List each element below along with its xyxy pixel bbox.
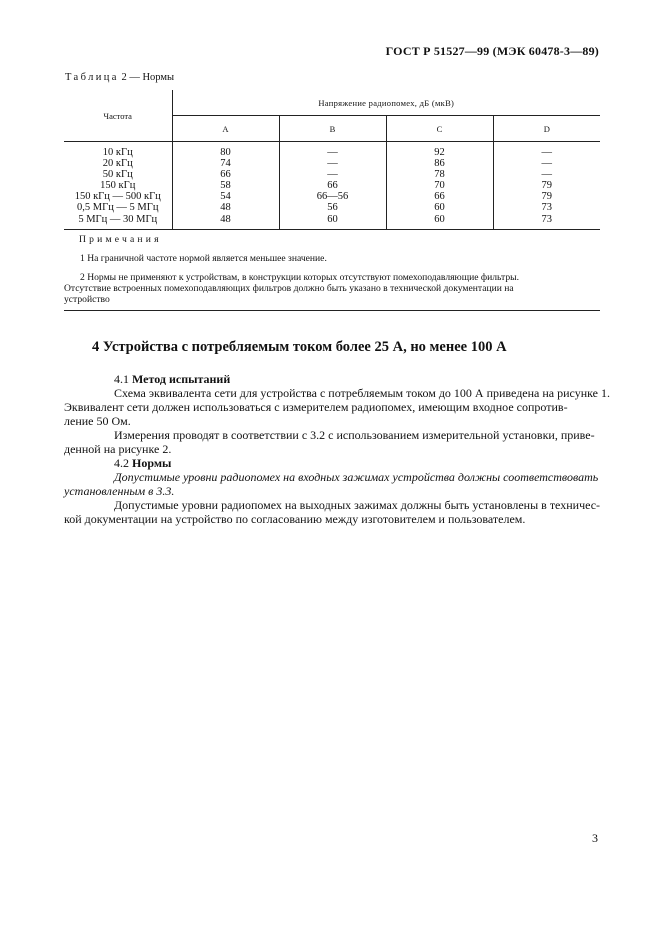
notes-title: Примечания xyxy=(79,233,162,245)
table-caption-label: Таблица xyxy=(65,72,119,83)
paragraph-line: денной на рисунке 2. xyxy=(64,442,172,456)
value-a: 48 xyxy=(220,202,231,214)
noise-voltage-header: Напряжение радиопомех, дБ (мкВ) xyxy=(172,90,600,116)
subheader-a: A xyxy=(172,116,279,142)
value-c: 86 xyxy=(434,158,445,170)
note-2-line: Отсутствие встроенных помехоподавляющих фильтров должно быть указано в технической документации на xyxy=(64,282,514,294)
subsection-4-1-number: 4.1 xyxy=(114,372,129,386)
value-a: 54 xyxy=(220,191,231,203)
frequency-value: 150 кГц xyxy=(100,180,136,192)
subsection-4-1-title: Метод испытаний xyxy=(132,372,231,386)
value-c: 78 xyxy=(434,169,445,181)
value-a: 58 xyxy=(220,180,231,192)
column-c-values xyxy=(386,142,493,230)
value-b: — xyxy=(327,158,338,170)
frequency-values xyxy=(64,142,172,230)
subsection-4-2-heading xyxy=(90,456,600,470)
table-header-row xyxy=(64,90,600,116)
value-c: 70 xyxy=(434,180,445,192)
value-b: 66—56 xyxy=(316,191,349,203)
value-d: — xyxy=(541,158,553,170)
paragraph-line: Допустимые уровни радиопомех на выходных зажимах должны быть установлены в техничес- xyxy=(114,498,601,512)
value-b: 66 xyxy=(327,180,338,192)
paragraph-line: кой документации на устройство по согласованию между изготовителем и пользователем. xyxy=(64,512,526,526)
frequency-value: 0,5 МГц — 5 МГц xyxy=(77,202,159,214)
frequency-value: 5 МГц — 30 МГц xyxy=(78,213,158,225)
page-number: 3 xyxy=(592,831,598,845)
table-notes-row xyxy=(64,229,600,310)
column-a-values xyxy=(172,142,279,230)
paragraph-line: Измерения проводят в соответствии с 3.2 с использованием измерительной установки, приве- xyxy=(114,428,595,442)
frequency-value: 10 кГц xyxy=(102,147,133,158)
note-1: 1 На граничной частоте нормой является меньшее значение. xyxy=(80,252,327,264)
value-b: — xyxy=(327,169,338,181)
value-d: 79 xyxy=(541,191,553,203)
norms-table xyxy=(64,90,600,311)
note-2-line: устройство xyxy=(64,293,110,305)
subheader-b: B xyxy=(279,116,386,142)
value-a: 74 xyxy=(220,158,231,170)
subsection-4-2-number: 4.2 xyxy=(114,456,129,470)
value-a: 80 xyxy=(220,147,231,158)
note-2-line: 2 Нормы не применяют к устройствам, в конструкции которых отсутствуют помехоподавляющие фильтры. xyxy=(80,271,519,283)
paragraph-line: Схема эквивалента сети для устройства с потребляемым током до 100 А приведена на рисунке 1. xyxy=(114,386,610,400)
value-c: 60 xyxy=(434,202,445,214)
subheader-d: D xyxy=(493,116,600,142)
value-d: 73 xyxy=(541,202,553,214)
paragraph-line: установленным в 3.3. xyxy=(64,484,175,498)
value-a: 48 xyxy=(220,213,231,225)
subsection-4-1-heading xyxy=(90,372,600,386)
table-body-row xyxy=(64,142,600,230)
column-b-values xyxy=(279,142,386,230)
frequency-column-header: Частота xyxy=(64,90,172,142)
value-d: 79 xyxy=(541,180,553,192)
value-c: 66 xyxy=(434,191,445,203)
value-d: 73 xyxy=(541,213,553,225)
value-c: 60 xyxy=(434,213,445,225)
subsection-4-2-title: Нормы xyxy=(132,456,172,470)
value-c: 92 xyxy=(434,147,445,158)
subheader-c: C xyxy=(386,116,493,142)
table-caption-title: 2 — Нормы xyxy=(121,72,175,83)
value-d: — xyxy=(541,147,553,158)
table-caption xyxy=(65,72,174,83)
value-b: — xyxy=(327,147,338,158)
section-4-heading: 4 Устройства с потребляемым током более 25 А, но менее 100 А xyxy=(92,339,507,355)
frequency-value: 20 кГц xyxy=(102,158,133,170)
column-d-values xyxy=(493,142,600,230)
note-2 xyxy=(64,272,600,305)
table-notes xyxy=(64,229,600,310)
value-a: 66 xyxy=(220,169,231,181)
paragraph-line: Допустимые уровни радиопомех на входных зажимах устройства должны соответствовать xyxy=(114,470,599,484)
frequency-value: 50 кГц xyxy=(102,169,133,181)
paragraph-line: Эквивалент сети должен использоваться с измерителем радиопомех, имеющим входное сопротив- xyxy=(64,400,568,414)
document-header: ГОСТ Р 51527—99 (МЭК 60478-3—89) xyxy=(385,44,599,58)
value-b: 56 xyxy=(327,202,338,214)
value-d: — xyxy=(541,169,553,181)
value-b: 60 xyxy=(327,213,338,225)
section-4-body xyxy=(64,372,610,526)
paragraph-line: ление 50 Ом. xyxy=(64,414,131,428)
frequency-value: 150 кГц — 500 кГц xyxy=(74,191,161,203)
